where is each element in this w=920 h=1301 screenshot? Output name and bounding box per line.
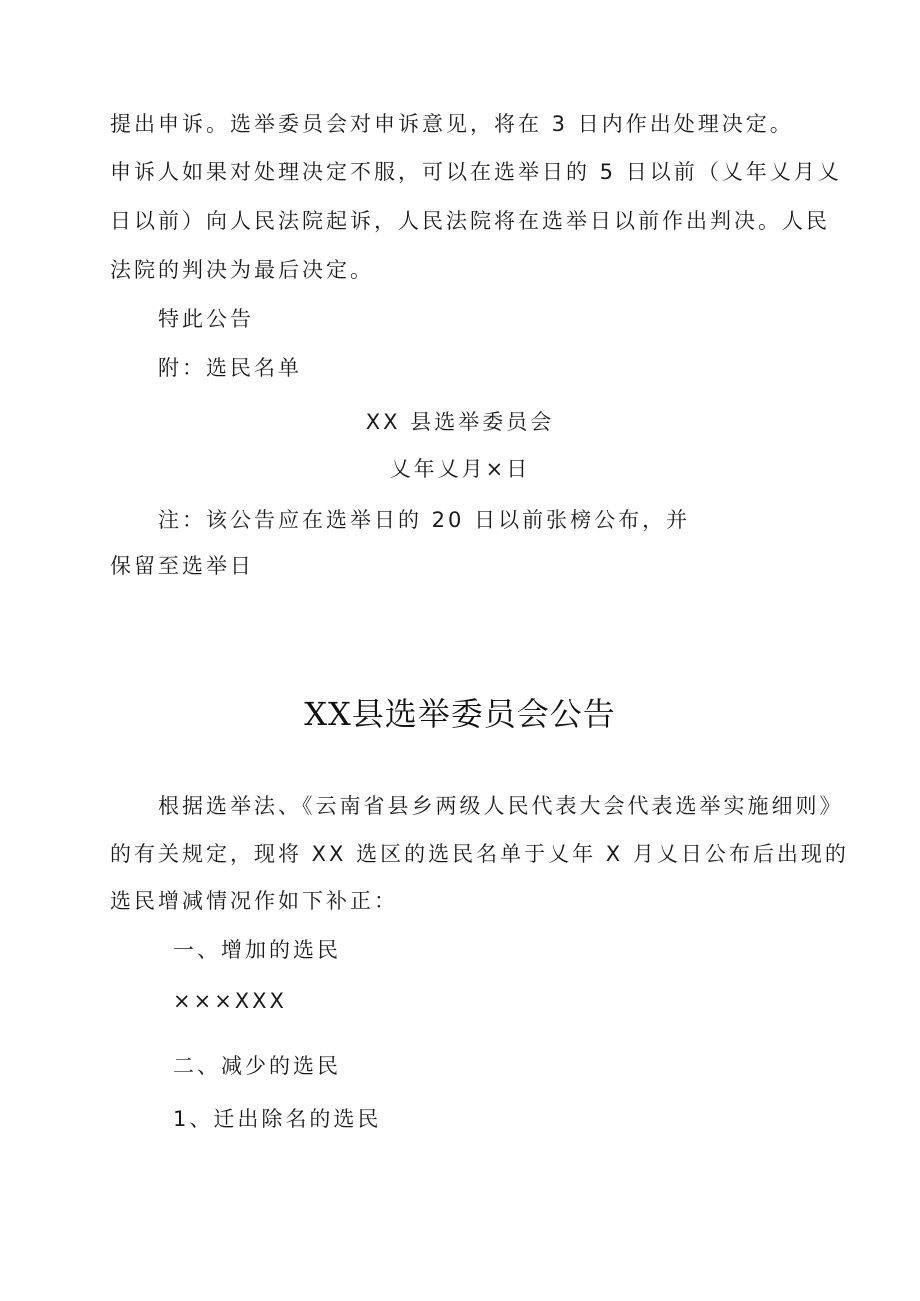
paragraph-line: 法院的判决为最后决定。 — [110, 258, 374, 282]
closing-text: 特此公告 — [158, 307, 254, 331]
section-added-heading: 一、增加的选民 — [173, 938, 341, 962]
note-line: 保留至选举日 — [110, 554, 254, 578]
paragraph-line: 提出申诉。选举委员会对申诉意见，将在 3 日内作出处理决定。 — [110, 112, 794, 136]
added-voters-list: ×××XXX — [173, 989, 287, 1013]
paragraph-line: 申诉人如果对处理决定不服，可以在选举日的 5 日以前（乂年乂月乂 — [110, 160, 842, 184]
notice-title: XX县选举委员会公告 — [304, 695, 616, 733]
intro-line: 的有关规定，现将 XX 选区的选民名单于乂年 X 月乂日公布后出现的 — [110, 842, 849, 866]
intro-line: 根据选举法、《云南省县乡两级人民代表大会代表选举实施细则》 — [158, 794, 844, 818]
subsection-moved-out-heading: 1、迁出除名的选民 — [173, 1107, 382, 1131]
attachment-text: 附：选民名单 — [158, 356, 302, 380]
signature-date: 乂年乂月×日 — [389, 457, 531, 481]
note-line: 注：该公告应在选举日的 20 日以前张榜公布，并 — [158, 508, 691, 532]
intro-line: 选民增减情况作如下补正： — [110, 889, 398, 913]
paragraph-line: 日以前）向人民法院起诉，人民法院将在选举日以前作出判决。人民 — [110, 209, 830, 233]
section-removed-heading: 二、减少的选民 — [173, 1054, 341, 1078]
signature-org: XX 县选举委员会 — [365, 410, 555, 434]
